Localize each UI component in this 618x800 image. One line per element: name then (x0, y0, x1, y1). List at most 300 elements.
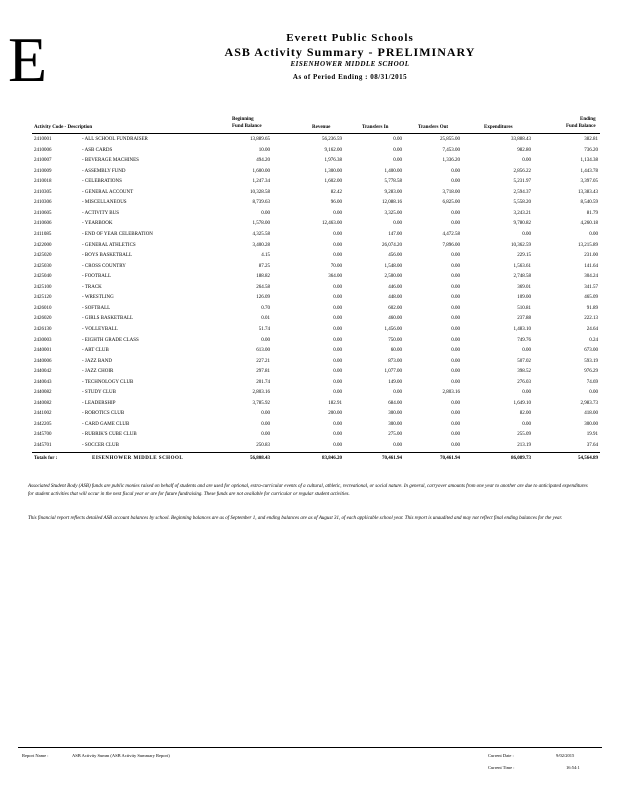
col-begin-line1: Beginning (232, 117, 254, 122)
footer-time-value: 16:54:1 (566, 765, 580, 770)
end-balance: 1,134.38 (580, 158, 598, 164)
expenditures: 749.76 (517, 337, 531, 343)
expenditures: 0.00 (522, 348, 531, 353)
activity-code: 2440001 (34, 348, 52, 353)
activity-code: 2425020 (34, 253, 52, 259)
activity-code: 2410305 (34, 189, 52, 195)
expenditures: 276.03 (517, 379, 531, 385)
transfers-out: 2,803.16 (442, 390, 460, 396)
transfers-out: 0.00 (451, 263, 460, 269)
table-row (0, 283, 618, 293)
transfers-out: 0.00 (451, 305, 460, 311)
activity-description: - CROSS COUNTRY (82, 263, 126, 269)
table-row (0, 146, 618, 156)
period-ending: As of Period Ending : 08/31/2015 (292, 73, 408, 81)
transfers-out: 0.00 (451, 221, 460, 227)
activity-code: 2440006 (34, 358, 52, 364)
transfers-out: 0.00 (451, 411, 460, 417)
totals-school: EISENHOWER MIDDLE SCHOOL (92, 456, 184, 461)
transfers-in: 60.00 (390, 348, 402, 353)
table-row (0, 198, 618, 208)
revenue: 0.00 (333, 443, 342, 448)
transfers-in: 300.00 (388, 421, 402, 427)
totals-begin: 56,808.43 (250, 456, 270, 461)
col-end-line2: Fund Balance (566, 124, 596, 129)
footer-report-label: Report Name : (22, 753, 49, 758)
begin-balance: 1,247.34 (252, 179, 270, 185)
transfers-in: 1,400.00 (384, 168, 402, 174)
activity-description: - JAZZ BAND (82, 358, 112, 364)
revenue: 0.00 (333, 369, 342, 375)
revenue: 182.91 (328, 400, 342, 406)
expenditures: 5,558.20 (513, 200, 531, 206)
begin-balance: 0.00 (261, 411, 270, 417)
table-row (0, 325, 618, 335)
expenditures: 2,594.37 (513, 189, 531, 195)
activity-description: - ASSEMBLY FUND (82, 168, 126, 174)
expenditures: 1,649.10 (513, 400, 531, 406)
transfers-in: 147.00 (388, 231, 402, 237)
footer-rule (18, 747, 602, 748)
table-row (0, 357, 618, 367)
begin-balance: 0.00 (261, 421, 270, 427)
transfers-in: 0.00 (393, 147, 402, 153)
transfers-out: 0.00 (451, 358, 460, 364)
activity-description: - LEADERSHIP (82, 400, 116, 406)
activity-description: - YEARBOOK (82, 221, 113, 227)
begin-balance: 2,803.16 (252, 390, 270, 396)
activity-description: - RUBRIK'S CUBE CLUB (82, 432, 137, 438)
revenue: 12,463.00 (322, 221, 342, 227)
table-row (0, 209, 618, 219)
transfers-out: 0.00 (451, 443, 460, 448)
transfers-out: 0.00 (451, 284, 460, 290)
revenue: 1,602.00 (324, 179, 342, 185)
activity-description: - JAZZ CHOIR (82, 369, 114, 375)
transfers-out: 0.00 (451, 168, 460, 174)
transfers-out: 0.00 (451, 369, 460, 375)
table-row (0, 399, 618, 409)
end-balance: 300.00 (584, 421, 598, 427)
expenditures: 369.01 (517, 284, 531, 290)
revenue: 0.00 (333, 326, 342, 332)
transfers-out: 4,472.58 (442, 231, 460, 237)
expenditures: 0.00 (522, 231, 531, 237)
totals-expenditures: 86,089.73 (511, 456, 531, 461)
footer-report-name: ASB Activity Summ (ASB Activity Summary Report) (72, 753, 170, 758)
table-row (0, 230, 618, 240)
expenditures: 109.00 (517, 295, 531, 301)
col-transfers-in-header: Transfers In (362, 125, 389, 130)
end-balance: 736.20 (584, 147, 598, 153)
expenditures: 2,856.22 (513, 168, 531, 174)
activity-description: - GENERAL ACCOUNT (82, 189, 134, 195)
activity-description: - END OF YEAR CELEBRATION (82, 231, 153, 237)
begin-balance: 3,785.92 (252, 400, 270, 406)
end-balance: 2,983.73 (580, 400, 598, 406)
expenditures: 510.81 (517, 305, 531, 311)
begin-balance: 494.20 (256, 158, 270, 164)
expenditures: 9,780.82 (513, 221, 531, 227)
transfers-in: 0.00 (393, 158, 402, 164)
table-row (0, 135, 618, 145)
end-balance: 8,540.59 (580, 200, 598, 206)
table-row (0, 167, 618, 177)
activity-description: - ASB CARDS (82, 147, 113, 153)
transfers-in: 1,548.00 (384, 263, 402, 269)
transfers-out: 25,855.00 (440, 137, 460, 142)
district-logo-letter: E (8, 24, 48, 95)
transfers-out: 0.00 (451, 337, 460, 343)
end-balance: 673.00 (584, 348, 598, 353)
begin-balance: 297.81 (256, 369, 270, 375)
end-balance: 3,397.05 (580, 179, 598, 185)
transfers-out: 7,453.00 (442, 147, 460, 153)
begin-balance: 227.21 (256, 358, 270, 364)
end-balance: 341.57 (584, 284, 598, 290)
table-row (0, 219, 618, 229)
transfers-out: 0.00 (451, 253, 460, 259)
expenditures: 82.00 (519, 411, 531, 417)
activity-description: - STUDY CLUB (82, 390, 116, 396)
activity-description: - GIRLS BASKETBALL (82, 316, 134, 322)
end-balance: 418.00 (584, 411, 598, 417)
end-balance: 0.24 (589, 337, 598, 343)
activity-description: - ROBOTICS CLUB (82, 411, 125, 417)
activity-code: 2445701 (34, 443, 52, 448)
expenditures: 229.15 (517, 253, 531, 259)
activity-code: 2425120 (34, 295, 52, 301)
header-rule (32, 133, 600, 134)
end-balance: 81.79 (586, 210, 598, 216)
transfers-in: 12,088.16 (382, 200, 402, 206)
transfers-in: 0.00 (393, 443, 402, 448)
table-row (0, 409, 618, 419)
activity-description: - TRACK (82, 284, 102, 290)
table-row (0, 251, 618, 261)
activity-code: 2430003 (34, 337, 52, 343)
revenue: 0.00 (333, 284, 342, 290)
totals-revenue: 83,846.20 (322, 456, 342, 461)
district-name: Everett Public Schools (286, 32, 414, 44)
revenue: 0.00 (333, 390, 342, 396)
expenditures: 1,483.10 (513, 326, 531, 332)
begin-balance: 0.70 (261, 305, 270, 311)
activity-code: 2440042 (34, 369, 52, 375)
revenue: 0.00 (333, 305, 342, 311)
activity-code: 2410007 (34, 158, 52, 164)
activity-code: 2440082 (34, 390, 52, 396)
totals-transfers-out: 70,461.94 (440, 456, 460, 461)
activity-code: 2411085 (34, 231, 52, 237)
activity-description: - SOFTBALL (82, 305, 111, 311)
activity-code: 2441002 (34, 411, 52, 417)
revenue: 0.00 (333, 210, 342, 216)
end-balance: 141.64 (584, 263, 598, 269)
table-row (0, 293, 618, 303)
transfers-out: 7,896.00 (442, 242, 460, 248)
begin-balance: 1,578.00 (252, 221, 270, 227)
transfers-out: 0.00 (451, 400, 460, 406)
activity-code: 2440082 (34, 400, 52, 406)
table-row (0, 346, 618, 356)
expenditures: 33,888.43 (511, 137, 531, 142)
activity-code: 2426130 (34, 326, 52, 332)
revenue: 0.00 (333, 295, 342, 301)
revenue: 70.00 (330, 263, 342, 269)
end-balance: 37.64 (586, 443, 598, 448)
end-balance: 19.91 (586, 432, 598, 438)
begin-balance: 201.74 (256, 379, 270, 385)
transfers-in: 5,778.58 (384, 179, 402, 185)
activity-description: - VOLLEYBALL (82, 326, 118, 332)
expenditures: 2,748.58 (513, 274, 531, 280)
transfers-out: 0.00 (451, 179, 460, 185)
activity-code: 2426010 (34, 305, 52, 311)
col-expenditures-header: Expenditures (484, 125, 513, 130)
revenue: 0.00 (333, 432, 342, 438)
end-balance: 222.13 (584, 316, 598, 322)
col-activity-header: Activity Code - Description (34, 125, 93, 130)
activity-code: 2425030 (34, 263, 52, 269)
expenditures: 398.52 (517, 369, 531, 375)
revenue: 82.42 (330, 189, 342, 195)
activity-code: 2442205 (34, 421, 52, 427)
begin-balance: 3,400.28 (252, 242, 270, 248)
begin-balance: 8,739.63 (252, 200, 270, 206)
transfers-out: 0.00 (451, 326, 460, 332)
col-end-line1: Ending (580, 117, 596, 122)
end-balance: 4,260.18 (580, 221, 598, 227)
activity-code: 2410001 (34, 137, 52, 142)
expenditures: 213.19 (517, 443, 531, 448)
transfers-out: 3,718.00 (442, 189, 460, 195)
activity-description: - EIGHTH GRADE CLASS (82, 337, 139, 343)
col-end-header (566, 116, 596, 130)
revenue: 0.00 (333, 379, 342, 385)
end-balance: 304.24 (584, 274, 598, 280)
expenditures: 3,243.21 (513, 210, 531, 216)
expenditures: 0.00 (522, 421, 531, 427)
footer-date-label: Current Date : (488, 753, 514, 758)
revenue: 0.00 (333, 253, 342, 259)
transfers-in: 460.00 (388, 316, 402, 322)
activity-description: - CARD GAME CLUB (82, 421, 130, 427)
begin-balance: 264.58 (256, 284, 270, 290)
transfers-in: 300.00 (388, 411, 402, 417)
end-balance: 1,443.78 (580, 168, 598, 174)
activity-description: - WRESTLING (82, 295, 114, 301)
transfers-out: 6,825.00 (442, 200, 460, 206)
expenditures: 0.00 (522, 158, 531, 164)
end-balance: 465.09 (584, 295, 598, 301)
transfers-in: 275.00 (388, 432, 402, 438)
begin-balance: 126.09 (256, 295, 270, 301)
revenue: 364.00 (328, 274, 342, 280)
activity-description: - CELEBRATIONS (82, 179, 122, 185)
transfers-in: 1,077.00 (384, 369, 402, 375)
activity-code: 2410018 (34, 179, 52, 185)
transfers-in: 0.00 (393, 390, 402, 396)
activity-description: - BEVERAGE MACHINES (82, 158, 139, 164)
end-balance: 91.89 (586, 305, 598, 311)
transfers-out: 0.00 (451, 210, 460, 216)
transfers-in: 446.00 (388, 284, 402, 290)
table-row (0, 441, 618, 451)
note-report-description: This financial report reflects detailed ASB account balances by school. Beginning balances are as of September 1, and ending balances are as of August 31, of each applicable school year. This report is unaudited and may not reflect final ending balances for the year. (28, 516, 563, 521)
table-row (0, 420, 618, 430)
activity-code: 2426020 (34, 316, 52, 322)
revenue: 0.00 (333, 242, 342, 248)
transfers-out: 0.00 (451, 421, 460, 427)
transfers-out: 0.00 (451, 274, 460, 280)
revenue: 0.00 (333, 231, 342, 237)
end-balance: 0.00 (589, 390, 598, 396)
end-balance: 13,383.43 (578, 189, 598, 195)
begin-balance: 0.00 (261, 210, 270, 216)
revenue: 0.00 (333, 358, 342, 364)
begin-balance: 4,325.58 (252, 231, 270, 237)
begin-balance: 613.00 (256, 348, 270, 353)
expenditures: 255.09 (517, 432, 531, 438)
table-row (0, 241, 618, 251)
transfers-in: 448.00 (388, 295, 402, 301)
school-name: EISENHOWER MIDDLE SCHOOL (290, 60, 410, 68)
revenue: 0.00 (333, 348, 342, 353)
activity-description: - SOCCER CLUB (82, 443, 119, 448)
begin-balance: 13,889.65 (250, 137, 270, 142)
totals-label: Totals for : (34, 456, 58, 461)
table-row (0, 430, 618, 440)
end-balance: 0.00 (589, 231, 598, 237)
report-title: ASB Activity Summary - PRELIMINARY (224, 45, 476, 59)
activity-description: - ALL SCHOOL FUNDRAISER (82, 137, 148, 142)
end-balance: 976.29 (584, 369, 598, 375)
revenue: 0.00 (333, 316, 342, 322)
activity-code: 2410605 (34, 210, 52, 216)
transfers-in: 602.00 (388, 305, 402, 311)
footer-time-label: Current Time : (488, 765, 515, 770)
activity-code: 2410006 (34, 147, 52, 153)
begin-balance: 4.15 (261, 253, 270, 259)
activity-code: 2410306 (34, 200, 52, 206)
transfers-in: 3,325.00 (384, 210, 402, 216)
activity-code: 2425100 (34, 284, 52, 290)
begin-balance: 51.74 (258, 326, 270, 332)
activity-code: 2410606 (34, 221, 52, 227)
begin-balance: 188.82 (256, 274, 270, 280)
begin-balance: 10.00 (258, 147, 270, 153)
transfers-in: 9,283.00 (384, 189, 402, 195)
activity-description: - ACTIVITY BUS (82, 210, 120, 216)
table-row (0, 177, 618, 187)
revenue: 0.00 (333, 421, 342, 427)
table-row (0, 336, 618, 346)
col-transfers-out-header: Transfers Out (418, 125, 449, 130)
revenue: 1,976.38 (324, 158, 342, 164)
transfers-in: 26,074.20 (382, 242, 402, 248)
table-row (0, 367, 618, 377)
end-balance: 24.64 (586, 326, 598, 332)
totals-end: 54,564.89 (578, 456, 598, 461)
totals-transfers-in: 70,461.94 (382, 456, 402, 461)
transfers-out: 0.00 (451, 295, 460, 301)
activity-description: - ART CLUB (82, 348, 109, 353)
transfers-in: 1,456.00 (384, 326, 402, 332)
transfers-in: 149.00 (388, 379, 402, 385)
end-balance: 74.69 (586, 379, 598, 385)
revenue: 9,162.00 (324, 147, 342, 153)
activity-code: 2445700 (34, 432, 52, 438)
table-row (0, 156, 618, 166)
transfers-in: 456.00 (388, 253, 402, 259)
activity-code: 2410009 (34, 168, 52, 174)
expenditures: 5,231.97 (513, 179, 531, 185)
transfers-in: 684.00 (388, 400, 402, 406)
totals-rule (32, 452, 600, 453)
expenditures: 1,563.61 (513, 263, 531, 269)
revenue: 1,300.00 (324, 168, 342, 174)
table-row (0, 304, 618, 314)
table-row (0, 314, 618, 324)
transfers-out: 0.00 (451, 316, 460, 322)
col-revenue-header: Revenue (312, 125, 331, 130)
transfers-out: 0.00 (451, 432, 460, 438)
expenditures: 507.02 (517, 358, 531, 364)
col-begin-line2: Fund Balance (232, 124, 262, 129)
activity-description: - FOOTBALL (82, 274, 112, 280)
transfers-out: 0.00 (451, 348, 460, 353)
transfers-in: 873.00 (388, 358, 402, 364)
begin-balance: 87.25 (258, 263, 270, 269)
activity-description: - GENERAL ATHLETICS (82, 242, 136, 248)
activity-description: - MISCELLANEOUS (82, 200, 127, 206)
table-row (0, 272, 618, 282)
revenue: 96.00 (330, 200, 342, 206)
end-balance: 231.00 (584, 253, 598, 259)
col-begin-header (232, 116, 262, 130)
activity-code: 2422000 (34, 242, 52, 248)
activity-code: 2440043 (34, 379, 52, 385)
transfers-in: 0.00 (393, 221, 402, 227)
transfers-out: 1,336.20 (442, 158, 460, 164)
activity-description: - BOYS BASKETBALL (82, 253, 133, 259)
note-asb-funds: Associated Student Body (ASB) funds are public monies raised on behalf of students and are used for optional, extra-curricular events of a cultural, athletic, recreational, or social nature. In general, carryover amounts from one year to another are due to anticipated expenditures for student activities that will occur in the next fiscal year or are for future fundraising. These funds are not available for curricular or regular student activities. (28, 484, 588, 497)
transfers-out: 0.00 (451, 379, 460, 385)
activity-description: - TECHNOLOGY CLUB (82, 379, 134, 385)
begin-balance: 0.00 (261, 337, 270, 343)
table-row (0, 388, 618, 398)
begin-balance: 1,600.00 (252, 168, 270, 174)
end-balance: 382.81 (584, 137, 598, 142)
expenditures: 10,362.59 (511, 242, 531, 248)
expenditures: 237.88 (517, 316, 531, 322)
end-balance: 13,215.89 (578, 242, 598, 248)
table-row (0, 262, 618, 272)
transfers-in: 750.00 (388, 337, 402, 343)
table-row (0, 188, 618, 198)
revenue: 56,236.59 (322, 137, 342, 142)
begin-balance: 250.83 (256, 443, 270, 448)
expenditures: 982.80 (517, 147, 531, 153)
begin-balance: 0.00 (261, 432, 270, 438)
begin-balance: 0.01 (261, 316, 270, 322)
activity-code: 2425040 (34, 274, 52, 280)
footer-date-value: 9/02/2015 (556, 753, 575, 758)
revenue: 200.00 (328, 411, 342, 417)
transfers-in: 0.00 (393, 137, 402, 142)
table-row (0, 378, 618, 388)
